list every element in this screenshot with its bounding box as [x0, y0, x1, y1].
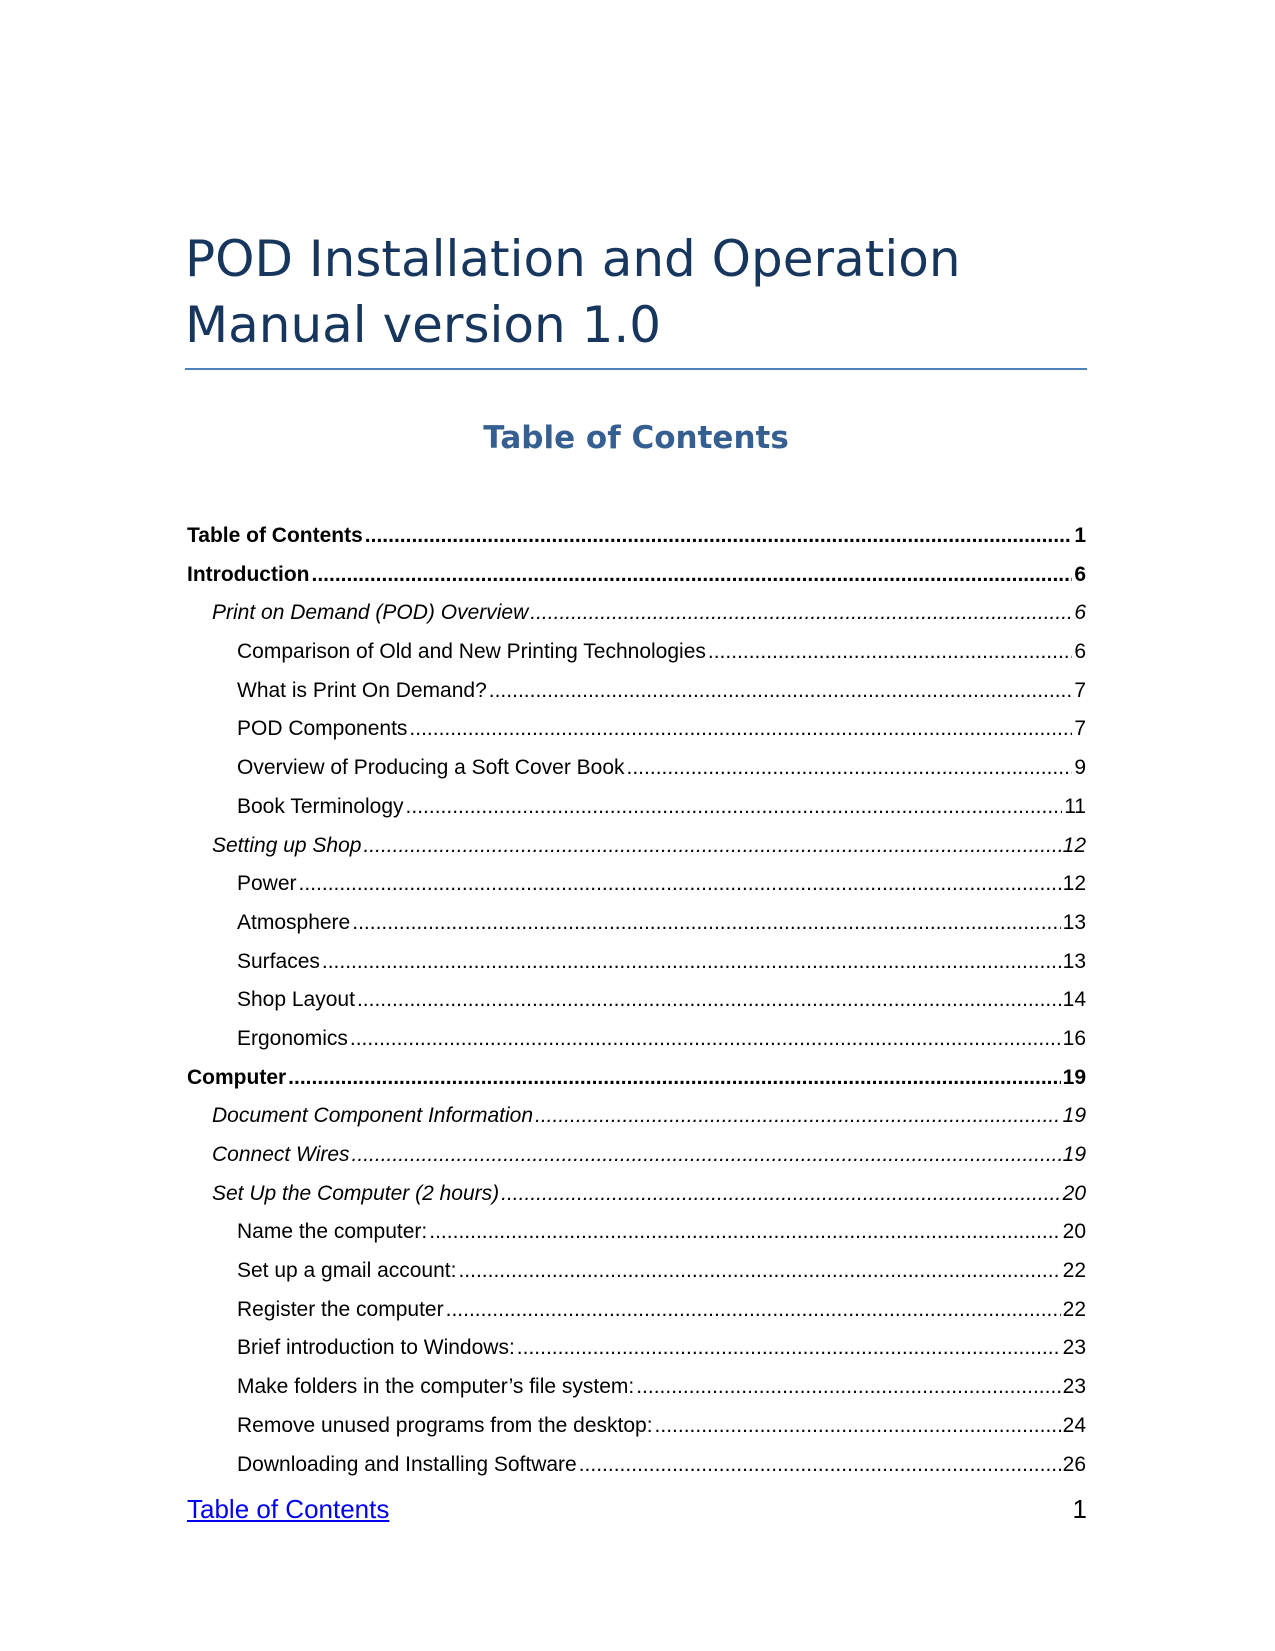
toc-entry-page: 6: [1074, 601, 1086, 625]
toc-entry[interactable]: [187, 1097, 1086, 1136]
toc-entry-page: 16: [1062, 1026, 1086, 1050]
toc-entry[interactable]: [187, 1446, 1086, 1485]
toc-entry-title: Brief introduction to Windows:: [237, 1336, 515, 1360]
toc-dot-leader: [429, 1213, 1060, 1252]
toc-entry[interactable]: [187, 633, 1086, 672]
toc-entry-page: 19: [1062, 1104, 1086, 1128]
toc-dot-leader: [627, 749, 1073, 788]
toc-dot-leader: [655, 1407, 1061, 1446]
toc-entry[interactable]: [187, 904, 1086, 943]
toc-entry[interactable]: [187, 981, 1086, 1020]
toc-entry-title: Introduction: [187, 562, 310, 586]
toc-dot-leader: [579, 1446, 1061, 1485]
toc-entry-page: 22: [1062, 1259, 1086, 1283]
toc-dot-leader: [489, 672, 1073, 711]
toc-entry-title: What is Print On Demand?: [237, 678, 487, 702]
toc-entry-title: POD Components: [237, 717, 408, 741]
toc-dot-leader: [311, 556, 1072, 595]
toc-entry-page: 19: [1062, 1065, 1086, 1089]
toc-dot-leader: [708, 633, 1072, 672]
footer-page-number: 1: [1072, 1494, 1087, 1524]
toc-entry-page: 14: [1062, 988, 1086, 1012]
toc-entry[interactable]: [187, 517, 1086, 556]
toc-entry[interactable]: [187, 1020, 1086, 1059]
toc-entry-page: 12: [1062, 833, 1086, 857]
toc-entry-title: Remove unused programs from the desktop:: [237, 1413, 653, 1437]
toc-entry[interactable]: [187, 1291, 1086, 1330]
toc-entry[interactable]: [187, 710, 1086, 749]
toc-dot-leader: [363, 827, 1060, 866]
toc-entry-page: 6: [1074, 562, 1086, 586]
toc-dot-leader: [352, 904, 1060, 943]
toc-dot-leader: [299, 865, 1061, 904]
toc-entry[interactable]: [187, 672, 1086, 711]
toc-dot-leader: [357, 981, 1061, 1020]
toc-entry[interactable]: [187, 1136, 1086, 1175]
toc-entry[interactable]: [187, 865, 1086, 904]
toc-entry-page: 9: [1074, 756, 1086, 780]
toc-entry-page: 11: [1064, 794, 1086, 818]
toc-entry[interactable]: [187, 1175, 1086, 1214]
toc-dot-leader: [350, 1020, 1061, 1059]
toc-dot-leader: [365, 517, 1073, 556]
toc-entry-page: 22: [1062, 1297, 1086, 1321]
toc-dot-leader: [458, 1252, 1060, 1291]
toc-entry[interactable]: [187, 749, 1086, 788]
toc-entry[interactable]: [187, 556, 1086, 595]
toc-entry-title: Power: [237, 872, 297, 896]
toc-dot-leader: [501, 1175, 1061, 1214]
toc-entry[interactable]: [187, 1407, 1086, 1446]
toc-entry[interactable]: [187, 1252, 1086, 1291]
toc-entry-title: Set up a gmail account:: [237, 1259, 457, 1283]
toc-entry-page: 24: [1062, 1413, 1086, 1437]
toc-entry-page: 6: [1074, 640, 1086, 664]
toc-entry-title: Computer: [187, 1065, 287, 1089]
toc-dot-leader: [517, 1329, 1061, 1368]
toc-entry-page: 26: [1062, 1452, 1086, 1476]
toc-entry-title: Shop Layout: [237, 988, 355, 1012]
toc-entry-title: Ergonomics: [237, 1026, 348, 1050]
toc-entry[interactable]: [187, 1059, 1086, 1098]
toc-entry[interactable]: [187, 788, 1086, 827]
toc-dot-leader: [409, 710, 1072, 749]
footer-toc-link[interactable]: Table of Contents: [187, 1494, 390, 1524]
toc-dot-leader: [288, 1059, 1060, 1098]
toc-entry-title: Table of Contents: [187, 524, 363, 547]
toc-entry-page: 7: [1074, 678, 1086, 702]
toc-entry-title: Set Up the Computer (2 hours): [212, 1181, 500, 1205]
toc-entry-page: 19: [1062, 1143, 1086, 1166]
toc-entry-page: 23: [1062, 1375, 1086, 1399]
toc-dot-leader: [446, 1291, 1061, 1330]
toc-entry[interactable]: [187, 594, 1086, 633]
toc-entry-page: 20: [1062, 1181, 1086, 1205]
toc-entry-title: Name the computer:: [237, 1220, 428, 1244]
toc-entry-title: Print on Demand (POD) Overview: [212, 601, 529, 625]
document-title: POD Installation and Operation Manual version 1.0: [185, 230, 961, 354]
toc-entry[interactable]: [187, 1213, 1086, 1252]
toc-dot-leader: [535, 1097, 1061, 1136]
toc-entry-page: 1: [1074, 524, 1086, 547]
toc-heading: Table of Contents: [483, 420, 789, 456]
toc-dot-leader: [352, 1136, 1061, 1175]
toc-entry-title: Setting up Shop: [212, 833, 362, 857]
toc-entry-page: 23: [1062, 1336, 1086, 1360]
toc-entry-title: Register the computer: [237, 1297, 444, 1321]
toc-entry-title: Comparison of Old and New Printing Technologies: [237, 640, 706, 664]
toc-entry-title: Make folders in the computer’s file system:: [237, 1375, 635, 1399]
toc-entry-title: Downloading and Installing Software: [237, 1452, 577, 1476]
toc-entry-title: Connect Wires: [212, 1143, 350, 1166]
toc-entry-title: Atmosphere: [237, 910, 351, 934]
toc-entry[interactable]: [187, 1368, 1086, 1407]
toc-dot-leader: [636, 1368, 1060, 1407]
toc-entry[interactable]: [187, 943, 1086, 982]
toc-entry-page: 13: [1062, 910, 1086, 934]
toc-dot-leader: [530, 594, 1072, 633]
toc-dot-leader: [322, 943, 1061, 982]
toc-entry-page: 7: [1074, 717, 1086, 741]
toc-entry-page: 20: [1062, 1220, 1086, 1244]
toc-entry-title: Document Component Information: [212, 1104, 533, 1128]
table-of-contents: [187, 517, 1086, 1484]
toc-entry-title: Overview of Producing a Soft Cover Book: [237, 756, 625, 780]
toc-entry[interactable]: [187, 1329, 1086, 1368]
toc-entry-page: 13: [1062, 949, 1086, 973]
toc-dot-leader: [406, 788, 1063, 827]
title-divider: [185, 368, 1087, 370]
toc-entry-title: Book Terminology: [237, 794, 404, 818]
toc-entry-page: 12: [1062, 872, 1086, 896]
toc-entry-title: Surfaces: [237, 949, 320, 973]
toc-entry[interactable]: [187, 827, 1086, 866]
